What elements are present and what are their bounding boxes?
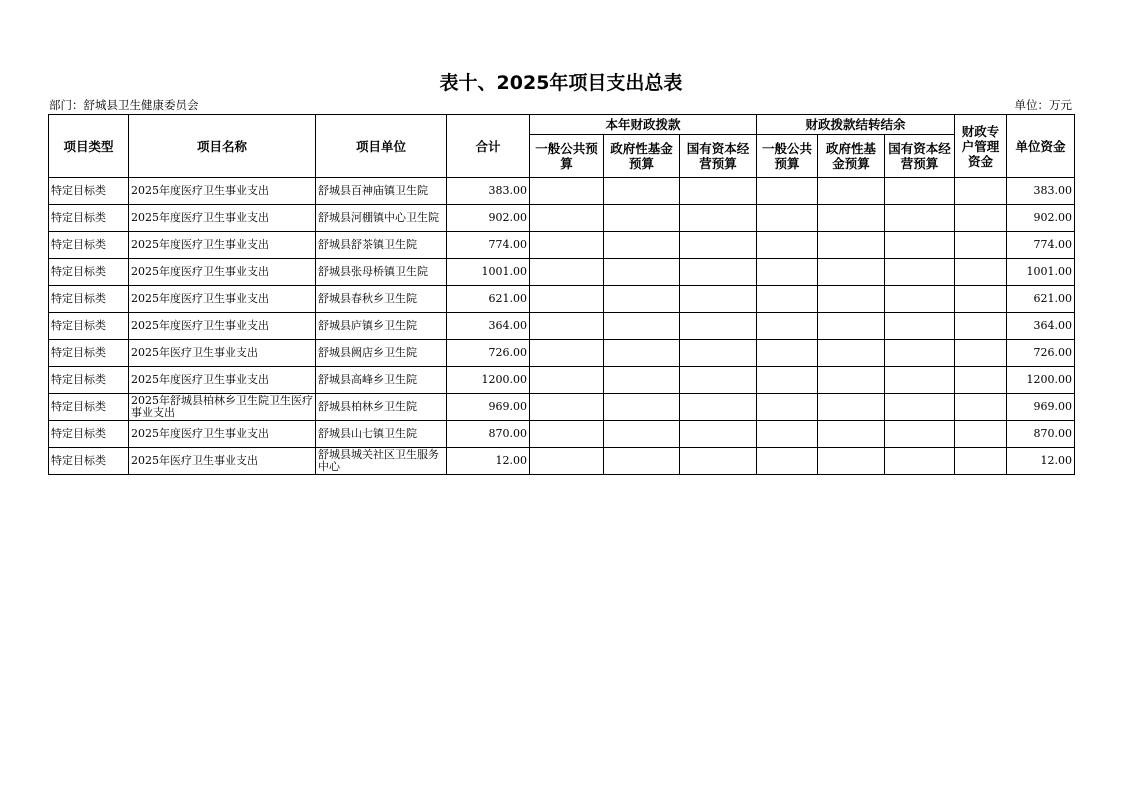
header-car-general: 一般公共预算 [757,135,818,178]
cell-empty [530,205,604,232]
cell-empty [757,340,818,367]
cell-type: 特定目标类 [49,367,129,394]
cell-total: 870.00 [447,421,530,448]
cell-self-funds: 969.00 [1007,394,1075,421]
table-row [49,178,1075,205]
cell-empty [955,448,1007,475]
cell-empty [680,205,757,232]
cell-empty [680,421,757,448]
cell-empty [604,178,680,205]
header-total: 合计 [447,115,530,178]
cell-empty [680,178,757,205]
cell-empty [530,313,604,340]
cell-self-funds: 621.00 [1007,286,1075,313]
cell-type: 特定目标类 [49,286,129,313]
cell-empty [530,394,604,421]
cell-empty [885,448,955,475]
cell-empty [955,178,1007,205]
cell-total: 774.00 [447,232,530,259]
cell-total: 12.00 [447,448,530,475]
cell-empty [757,448,818,475]
cell-name: 2025年度医疗卫生事业支出 [129,367,316,394]
cell-org: 舒城县城关社区卫生服务中心 [316,448,447,475]
cell-empty [680,448,757,475]
cell-name: 2025年度医疗卫生事业支出 [129,259,316,286]
cell-org: 舒城县河棚镇中心卫生院 [316,205,447,232]
cell-type: 特定目标类 [49,340,129,367]
cell-total: 621.00 [447,286,530,313]
cell-empty [885,394,955,421]
cell-org: 舒城县阙店乡卫生院 [316,340,447,367]
cell-empty [680,340,757,367]
cell-empty [757,205,818,232]
cell-empty [818,178,885,205]
cell-name: 2025年度医疗卫生事业支出 [129,286,316,313]
table-row [49,286,1075,313]
cell-total: 364.00 [447,313,530,340]
header-car-state: 国有资本经营预算 [885,135,955,178]
cell-org: 舒城县春秋乡卫生院 [316,286,447,313]
table-row [49,232,1075,259]
cell-total: 383.00 [447,178,530,205]
cell-empty [885,286,955,313]
cell-total: 726.00 [447,340,530,367]
cell-empty [680,286,757,313]
cell-empty [955,394,1007,421]
header-name: 项目名称 [129,115,316,178]
cell-type: 特定目标类 [49,259,129,286]
header-org: 项目单位 [316,115,447,178]
cell-empty [818,259,885,286]
department-label: 部门：舒城县卫生健康委员会 [49,98,199,112]
cell-empty [757,286,818,313]
cell-total: 1200.00 [447,367,530,394]
cell-empty [955,205,1007,232]
cell-empty [604,313,680,340]
cell-empty [604,286,680,313]
cell-empty [530,367,604,394]
header-carry-group: 财政拨款结转结余 [757,115,955,135]
cell-empty [955,313,1007,340]
cell-type: 特定目标类 [49,394,129,421]
cell-empty [818,232,885,259]
header-current-group: 本年财政拨款 [530,115,757,135]
cell-empty [885,340,955,367]
cell-empty [530,259,604,286]
cell-empty [818,421,885,448]
cell-org: 舒城县庐镇乡卫生院 [316,313,447,340]
cell-empty [530,178,604,205]
cell-empty [955,232,1007,259]
cell-name: 2025年度医疗卫生事业支出 [129,313,316,340]
cell-self-funds: 726.00 [1007,340,1075,367]
cell-self-funds: 1001.00 [1007,259,1075,286]
cell-org: 舒城县百神庙镇卫生院 [316,178,447,205]
cell-empty [757,394,818,421]
cell-type: 特定目标类 [49,313,129,340]
cell-empty [955,340,1007,367]
cell-name: 2025年度医疗卫生事业支出 [129,232,316,259]
cell-org: 舒城县柏林乡卫生院 [316,394,447,421]
cell-empty [885,313,955,340]
cell-name: 2025年医疗卫生事业支出 [129,340,316,367]
cell-empty [955,286,1007,313]
cell-self-funds: 364.00 [1007,313,1075,340]
cell-empty [604,205,680,232]
cell-name: 2025年舒城县柏林乡卫生院卫生医疗事业支出 [129,394,316,421]
table-row [49,394,1075,421]
unit-label: 单位：万元 [1014,98,1072,112]
page-title: 表十、2025年项目支出总表 [439,72,683,94]
cell-org: 舒城县高峰乡卫生院 [316,367,447,394]
header-cur-state: 国有资本经营预算 [680,135,757,178]
cell-type: 特定目标类 [49,205,129,232]
cell-empty [680,259,757,286]
cell-org: 舒城县山七镇卫生院 [316,421,447,448]
cell-empty [757,232,818,259]
cell-empty [818,286,885,313]
cell-empty [757,421,818,448]
cell-name: 2025年医疗卫生事业支出 [129,448,316,475]
table-row [49,421,1075,448]
cell-empty [530,448,604,475]
cell-org: 舒城县张母桥镇卫生院 [316,259,447,286]
cell-empty [604,367,680,394]
cell-name: 2025年度医疗卫生事业支出 [129,178,316,205]
cell-empty [885,178,955,205]
cell-self-funds: 1200.00 [1007,367,1075,394]
cell-empty [680,394,757,421]
cell-empty [530,286,604,313]
cell-self-funds: 774.00 [1007,232,1075,259]
cell-empty [757,178,818,205]
cell-total: 902.00 [447,205,530,232]
cell-empty [604,421,680,448]
cell-empty [530,421,604,448]
cell-type: 特定目标类 [49,178,129,205]
cell-empty [757,259,818,286]
cell-type: 特定目标类 [49,232,129,259]
cell-empty [818,394,885,421]
cell-empty [680,232,757,259]
header-self-funds: 单位资金 [1007,115,1075,178]
cell-empty [955,259,1007,286]
table-row [49,313,1075,340]
cell-empty [885,232,955,259]
cell-empty [757,313,818,340]
header-cur-general: 一般公共预算 [530,135,604,178]
table-row [49,205,1075,232]
cell-empty [885,259,955,286]
cell-self-funds: 902.00 [1007,205,1075,232]
cell-empty [885,367,955,394]
cell-empty [604,340,680,367]
header-car-fund: 政府性基金预算 [818,135,885,178]
table-row [49,448,1075,475]
cell-empty [530,232,604,259]
cell-self-funds: 383.00 [1007,178,1075,205]
cell-empty [604,232,680,259]
cell-empty [885,205,955,232]
cell-name: 2025年度医疗卫生事业支出 [129,205,316,232]
cell-empty [680,313,757,340]
cell-type: 特定目标类 [49,448,129,475]
cell-total: 969.00 [447,394,530,421]
cell-org: 舒城县舒茶镇卫生院 [316,232,447,259]
cell-empty [818,367,885,394]
cell-empty [604,394,680,421]
header-type: 项目类型 [49,115,129,178]
cell-empty [818,205,885,232]
cell-empty [757,367,818,394]
cell-empty [955,367,1007,394]
cell-empty [885,421,955,448]
table-row [49,340,1075,367]
header-special: 财政专户管理资金 [955,115,1007,178]
table-row [49,259,1075,286]
cell-self-funds: 870.00 [1007,421,1075,448]
cell-self-funds: 12.00 [1007,448,1075,475]
cell-empty [604,259,680,286]
cell-empty [530,340,604,367]
cell-empty [818,313,885,340]
cell-empty [604,448,680,475]
cell-type: 特定目标类 [49,421,129,448]
cell-name: 2025年度医疗卫生事业支出 [129,421,316,448]
table-row [49,367,1075,394]
project-expenditure-table [48,114,1075,475]
cell-empty [955,421,1007,448]
header-cur-fund: 政府性基金预算 [604,135,680,178]
cell-empty [818,340,885,367]
cell-total: 1001.00 [447,259,530,286]
cell-empty [680,367,757,394]
cell-empty [818,448,885,475]
